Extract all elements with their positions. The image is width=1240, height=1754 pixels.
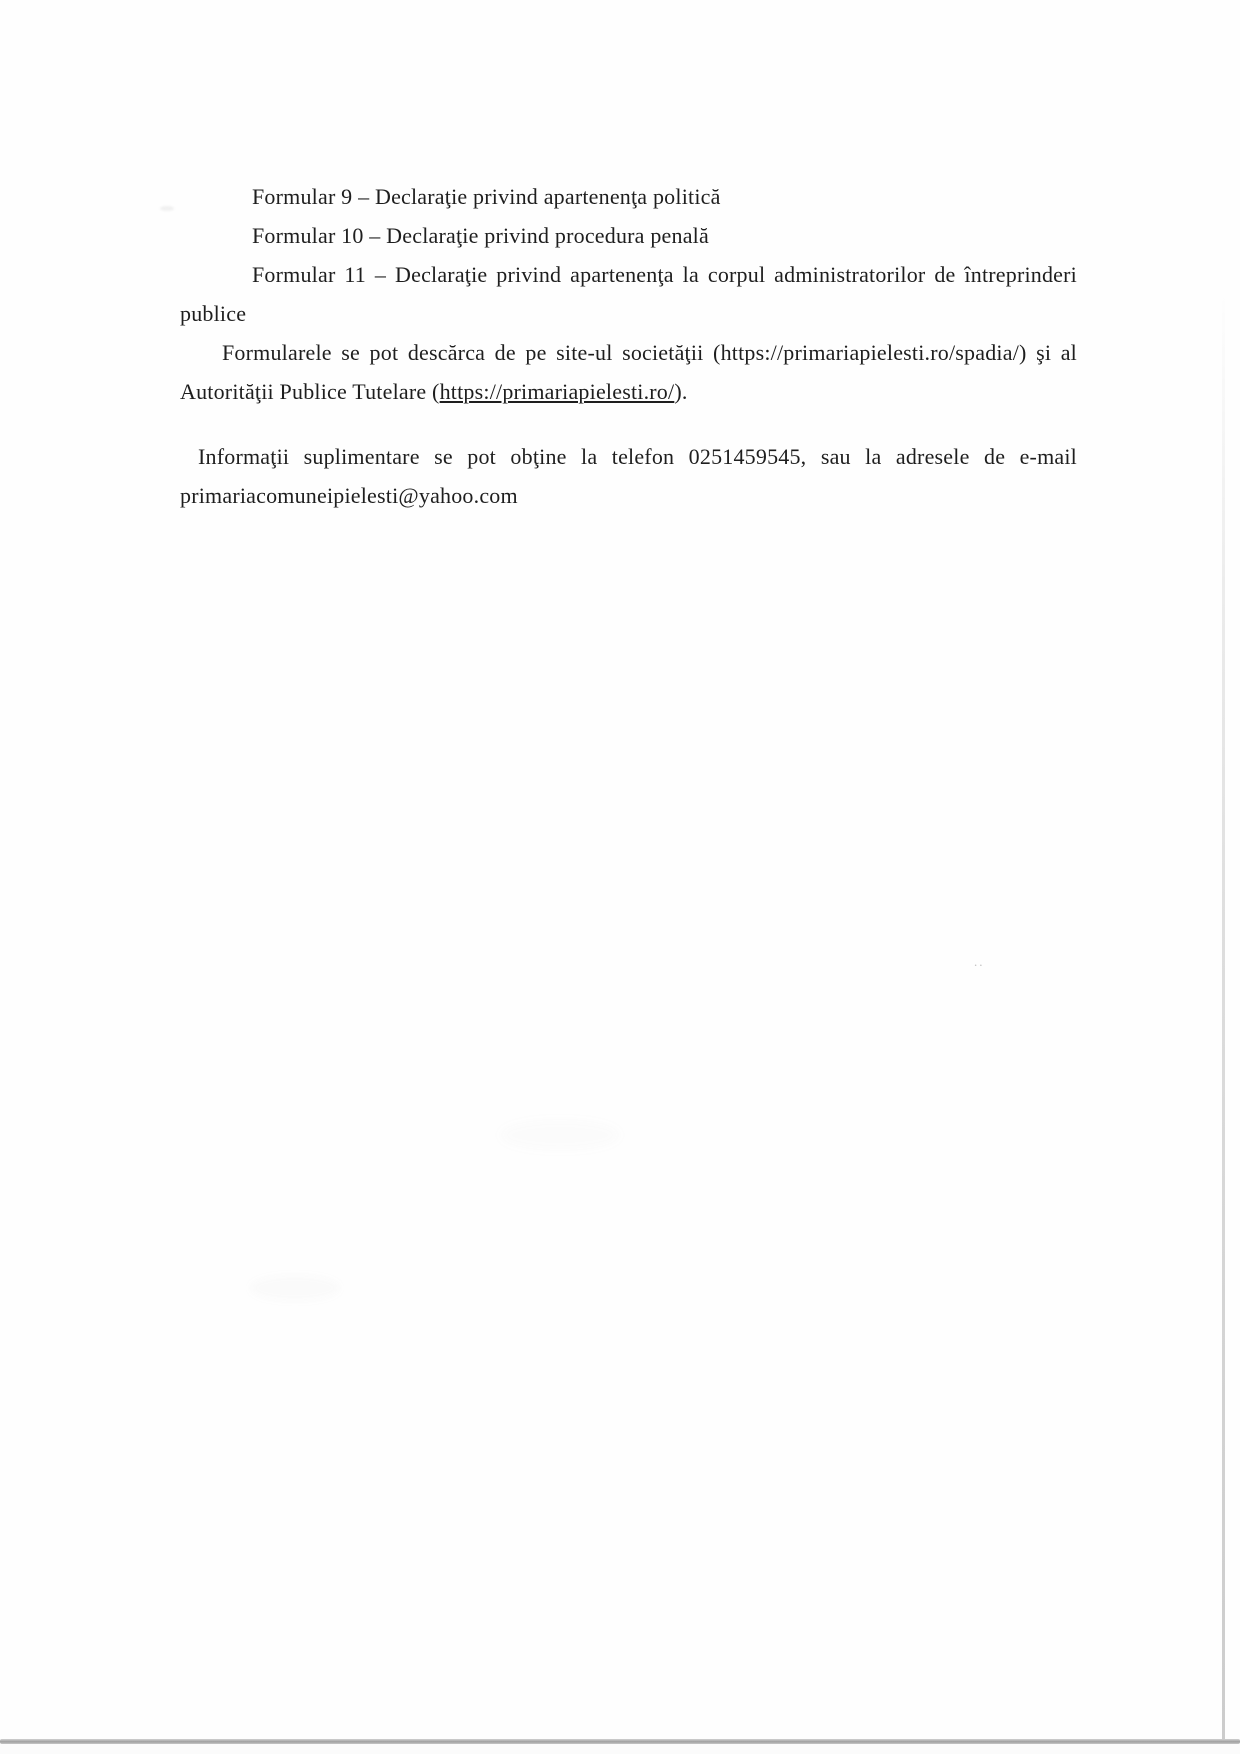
document-text-block (180, 177, 1077, 515)
scan-artifact-smudge (250, 1275, 340, 1301)
download-info-line-2 (180, 372, 1077, 411)
scan-artifact-smudge (160, 206, 174, 211)
authority-label-suffix: ). (674, 379, 688, 404)
form-item-9: Formular 9 – Declaraţie privind apartenenţa politică (252, 184, 721, 209)
download-info-line-1: Formularele se pot descărca de pe site-ul societăţii (https://primariapielesti.ro/spadia/) şi al (222, 340, 1077, 365)
page-bottom-margin (0, 1744, 1240, 1754)
scan-artifact-smudge (500, 1120, 620, 1150)
form-item-11-continuation: publice (180, 301, 247, 326)
form-item-10: Formular 10 – Declaraţie privind procedura penală (252, 223, 709, 248)
authority-site-link: https://primariapielesti.ro/ (439, 379, 675, 404)
contact-info-line: Informaţii suplimentare se pot obţine la telefon 0251459545, sau la adresele de e-mail (198, 444, 1077, 469)
page-right-scan-edge (1222, 290, 1225, 1742)
contact-email: primariacomuneipielesti@yahoo.com (180, 483, 518, 508)
authority-label-text: Autorităţii Publice Tutelare ( (180, 379, 440, 404)
form-item-11: Formular 11 – Declaraţie privind apartenenţa la corpul administratorilor de întreprinderi (252, 262, 1077, 287)
scan-artifact-dots: .. (974, 954, 985, 969)
